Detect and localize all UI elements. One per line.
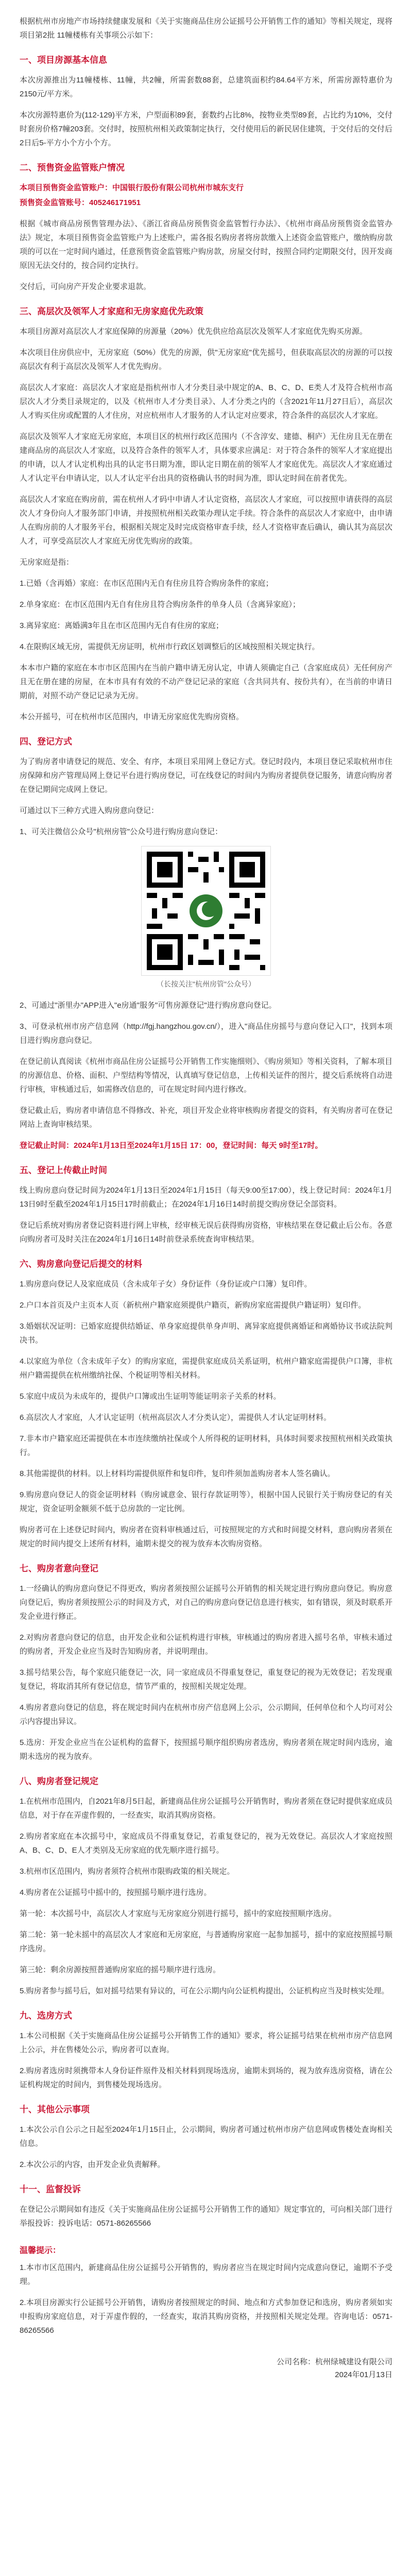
section-7-p1: 1.一经确认的购房意向登记不得更改，购房者须按照公证摇号公开销售的相关规定进行购房意向登记。购房意向登记后，购房者须按照公示的时间及方式，对自己的购房意向登记信息进行核实，如有错误，须及时联系开发企业进行修正。 [20, 1584, 392, 1621]
method-3: 3、可登录杭州市房产信息网（http://fgj.hangzhou.gov.cn/），进入"商品住房摇号与意向登记入口"，找到本项目进行购房意向登记。 [20, 1022, 392, 1045]
section-4-p5: 登记截止时间：2024年1月13日至2024年1月15日 17：00，登记时间：每天 9时至17时。 [20, 1141, 323, 1150]
company-signature: 公司名称：杭州绿城建设有限公司 [276, 2358, 392, 2366]
method-2: 2、可通过"浙里办"APP进入"e房通"服务"可售房源登记"进行购房意向登记。 [20, 1001, 277, 1010]
section-4-title: 四、登记方式 [20, 737, 72, 747]
section-8-title: 八、购房者登记规定 [20, 1776, 98, 1786]
section-6-l4: 4.以家庭为单位（含未成年子女）的购房家庭，需提供家庭成员关系证明，杭州户籍家庭需提供户口簿，非杭州户籍需提供在杭州缴纳社保、个税证明等相关材料。 [20, 1357, 392, 1380]
section-1-p1: 本次房源推出为11幢楼栋、11幢，共2幢，所需套数88套，总建筑面积约84.64平方米，所需房源特惠价为2150元/平方米。 [20, 76, 392, 98]
method-1: 1、可关注微信公众号"杭州房管"公众号进行购房意向登记： [20, 827, 222, 836]
section-2-title: 二、预售资金监管账户情况 [20, 163, 125, 173]
section-1-p2: 本次房源特惠价为(112-129)平方米，户型面积89套，套数约占比8%，按物业类型89套，占比约为10%，交付时套房价格7幢203套。交付时，按照杭州相关政策制定执行，交付使用后的新民居住建筑，于交付后的交付后2日后5-平方小个方小个方。 [20, 111, 392, 147]
section-3-p5: 高层次人才家庭在购房前，需在杭州人才码中申请人才认定资格，高层次人才家庭，可以按照申请获得的高层次人才身份向人才服务部门申请，并按照杭州相关政策办理认定手续。符合条件的高层次人才家庭中，由申请人在购房前的人才服务平台，根据相关规定及时完成资格审查手续，经人才资格审查后确认，确认其为高层次人才，可享受高层次人才家庭无房优先购房的政策。 [20, 495, 392, 546]
section-8-p2: 2.购房者家庭在本次摇号中，家庭成员不得重复登记，若重复登记的，视为无效登记。高层次人才家庭按照A、B、C、D、E人才类别及无房家庭的优先顺序进行摇号。 [20, 1832, 392, 1855]
section-6-l8: 8.其他需提供的材料。以上材料均需提供原件和复印件，复印件须加盖购房者本人签名确认。 [20, 1469, 335, 1478]
qr-container [20, 846, 392, 976]
section-2-p3: 根据《城市商品房预售管理办法》、《浙江省商品房预售资金监管暂行办法》、《杭州市商品房预售资金监管办法》规定，本项目预售资金监管账户为上述账户，需各报名购房者将房款缴入上述资金监管账户，缴纳购房款项的可以在一定时间内通过，任意预售资金监管账户购房款，房屋交付时，按照合同约定期限交付，因开发商原因无法交付的，按合同约定执行。 [20, 219, 392, 270]
section-4-p4: 登记截止后，购房者申请信息不得修改、补充，项目开发企业将审核购房者提交的资料，有关购房者可在登记网站上查询审核结果。 [20, 1106, 392, 1129]
bank-account: 预售资金监管账号：405246171951 [20, 198, 141, 207]
section-3-p7: 本本市户籍的家庭在本市市区范围内在当前户籍申请无房认定，申请人须确定自己（含家庭成员）无任何房产且无在册在建的房屋，在本市具有有效的不动产登记记录的家庭（含共同共有、按份共有），在当前的申请日期前，对照不动产登记记录为无房。 [20, 664, 392, 700]
section-6-l1: 1.购房意向登记人及家庭成员（含未成年子女）身份证件（身份证或户口簿）复印件。 [20, 1280, 312, 1289]
section-3-p4: 高层次及领军人才家庭无房家庭，本项目区的杭州行政区范围内（不含淳安、建德、桐庐）无住房且无在册在建商品房的高层次人才家庭，以及符合条件的领军人才，具体要求应满足：对于符合条件的领军人才家庭提出的申请，以人才认定机构出具的认定书日期为准，即认定日期在前的领军人才家庭优先。高层次人才家庭通过人才认定平台申请认定，以人才认定平台出具的资格确认书的时间为准，即认定时间在前者优先。 [20, 432, 392, 483]
section-7-p4: 4.购房者意向登记的信息，将在规定时间内在杭州市房产信息网上公示，公示期间，任何单位和个人均可对公示内容提出异议。 [20, 1703, 392, 1726]
qr-caption: （长按关注"杭州房管"公众号） [157, 980, 255, 988]
section-5-title: 五、登记上传截止时间 [20, 1165, 107, 1175]
section-3-p8: 本公开摇号，可在杭州市区范围内，申请无房家庭优先购房资格。 [20, 713, 244, 721]
tips-p1: 1.本市市区范围内，新建商品住房公证摇号公开销售的，购房者应当在规定时间内完成意向登记，逾期不予受理。 [20, 2263, 392, 2286]
section-9-p1: 1.本公司根据《关于实施商品住房公证摇号公开销售工作的通知》要求，将公证摇号结果在杭州市房产信息网上公示，并在售楼处公示，购房者可以查询。 [20, 2031, 392, 2054]
intro-text: 根据杭州市房地产市场持续健康发展和《关于实施商品住房公证摇号公开销售工作的通知》等相关规定，现将 项目第2批 11幢楼栋有关事项公示如下： [20, 17, 392, 40]
section-7-title: 七、购房者意向登记 [20, 1564, 98, 1573]
section-3-title: 三、高层次及领军人才家庭和无房家庭优先政策 [20, 307, 203, 316]
section-3-l3: 3.离异家庭：离婚满3年且在市区范围内无自有住房的家庭； [20, 621, 224, 630]
qr-code[interactable] [141, 846, 271, 976]
section-8-p8: 5.购房者参与摇号后，如对摇号结果有异议的，可在公示期内向公证机构提出，公证机构应当及时核实处理。 [20, 1987, 389, 1995]
section-8-p5: 第一轮：本次摇号中，高层次人才家庭与无房家庭分别进行摇号，摇中的家庭按照顺序选房。 [20, 1909, 337, 1918]
section-5-p2: 登记后系统对购房者登记资料进行网上审核，经审核无误后获得购房资格，审核结果在登记截止后公布。各意向购房者可及时关注在2024年1月16日14时前登录系统查询审核结果。 [20, 1221, 392, 1244]
section-6-l6: 6.高层次人才家庭，人才认定证明（杭州高层次人才分类认定），需提供人才认定证明材料。 [20, 1413, 332, 1422]
section-6-p1: 购房者可在上述登记时间内，购房者在资料审核通过后，可按照规定的方式和时间提交材料，意向购房者须在规定的时间内提交上述所有材料，逾期未提交的视为放弃本次购房资格。 [20, 1526, 392, 1548]
section-7-p2: 2.对购房者意向登记的信息，由开发企业和公证机构进行审核，审核通过的购房者进入摇号名单，审核未通过的购房者，开发企业应当及时告知购房者，并说明理由。 [20, 1633, 392, 1656]
tips-title: 温馨提示： [20, 2246, 61, 2255]
section-3-l2: 2.单身家庭：在市区范围内无自有住房且符合购房条件的单身人员（含离异家庭）； [20, 600, 301, 609]
section-6-l7: 7.非本市户籍家庭还需提供在本市连续缴纳社保或个人所得税的证明材料，具体时间要求按照杭州相关政策执行。 [20, 1434, 392, 1457]
section-4-p1: 为了购房者申请登记的规范、安全、有序，本项目采用网上登记方式。登记时段内，本项目登记采取杭州市住房保障和房产管理局网上登记平台进行购房登记，可在线登记的时间内为购房者提供登记服务，请意向购房者在登记期间完成网上登记。 [20, 757, 392, 794]
tips-p2: 2.本项目房源实行公证摇号公开销售，请购房者按照规定的时间、地点和方式参加登记和选房，购房者须如实申报购房家庭信息，对于弄虚作假的，一经查实，取消其购房资格，并按照相关规定处理。咨询电话：0571-86265566 [20, 2298, 392, 2335]
section-10-title: 十、其他公示事项 [20, 2105, 90, 2114]
qr-code-icon [142, 846, 270, 975]
section-8-p7: 第三轮：剩余房源按照普通购房家庭的摇号顺序进行选房。 [20, 1965, 221, 1974]
section-3-l1: 1.已婚（含再婚）家庭：在市区范围内无自有住房且符合购房条件的家庭； [20, 579, 273, 588]
section-10-p2: 2.本次公示的内容，由开发企业负责解释。 [20, 2160, 165, 2169]
section-8-p4: 4.购房者在公证摇号中摇中的，按照摇号顺序进行选房。 [20, 1888, 212, 1897]
bank-name: 本项目预售资金监管账户：中国银行股份有限公司杭州市城东支行 [20, 183, 244, 192]
section-6-title: 六、购房意向登记后提交的材料 [20, 1259, 142, 1269]
section-7-p3: 3.摇号结果公告，每个家庭只能登记一次，同一家庭成员不得重复登记，重复登记的视为无效登记；若发现重复登记，将取消其所有登记信息，情节严重的，按照相关规定处理。 [20, 1668, 392, 1691]
announcement-date: 2024年01月13日 [335, 2370, 392, 2379]
section-7-p5: 5.选房：开发企业应当在公证机构的监督下，按照摇号顺序组织购房者选房，购房者须在规定时间内选房，逾期未选房的视为放弃。 [20, 1738, 392, 1761]
section-3-p2: 本次项目住房供应中，无房家庭（50%）优先的房源，供"无房家庭"优先摇号，但获取高层次的房源的可以按高层次有利于高层次及领军人才优先购房。 [20, 348, 392, 371]
section-2-p4: 交付后，可向房产开发企业要求退款。 [20, 282, 151, 291]
section-11-title: 十一、监督投诉 [20, 2184, 81, 2194]
section-3-p3: 高层次人才家庭：高层次人才家庭是指杭州市人才分类目录中规定的A、B、C、D、E类人才及符合杭州市高层次人才分类目录规定的，以及《杭州市人才分类目录》、人才分类之内的（含2021年11月27日后），高层次人才购买住房或配置的人才住房，对应杭州市人才服务的人才认定对应要求，符合条件的高层次人才家庭。 [20, 383, 392, 420]
section-3-p6: 无房家庭是指： [20, 558, 74, 567]
section-9-title: 九、选房方式 [20, 2011, 72, 2021]
section-8-p1: 1.在杭州市范围内，自2021年8月5日起，新建商品住房公证摇号公开销售时，购房者须在登记时提供家庭成员信息，对于存在弄虚作假的，一经查实，取消其购房资格。 [20, 1797, 392, 1820]
section-4-p3: 在登记前认真阅读《杭州市商品住房公证摇号公开销售工作实施细则》、《购房须知》等相关资料，了解本项目的房源信息、价格、面积、户型结构等情况，认真填写登记信息，上传相关证件的图片，提交后系统将自动进行审核，审核通过后，如需修改信息的，可在规定时间内进行修改。 [20, 1057, 392, 1094]
section-6-l3: 3.婚姻状况证明：已婚家庭提供结婚证、单身家庭提供单身声明、离异家庭提供离婚证和离婚协议书或法院判决书。 [20, 1322, 392, 1345]
section-10-p1: 1.本次公示自公示之日起至2024年1月15日止，公示期间，购房者可通过杭州市房产信息网或售楼处查询相关信息。 [20, 2125, 392, 2148]
section-11-p1: 在登记公示期间如有违反《关于实施商品住房公证摇号公开销售工作的通知》规定事宜的，可向相关部门进行举报投诉：投诉电话：0571-86265566 [20, 2205, 392, 2228]
section-6-l2: 2.户口本首页及户主页本人页（新杭州户籍家庭须提供户籍页，新购房家庭需提供户籍证明）复印件。 [20, 1301, 366, 1310]
section-4-p2: 可通过以下三种方式进入购房意向登记： [20, 806, 159, 815]
section-6-l9: 9.购房意向登记人的资金证明材料（购房诚意金、银行存款证明等），根据中国人民银行关于购房登记的有关规定，资金证明金额须不低于总房款的一定比例。 [20, 1490, 392, 1513]
section-3-l4: 4.在限购区域无房，需提供无房证明，杭州市行政区划调整后的区域按照相关规定执行。 [20, 642, 320, 651]
section-3-p1: 本项目房源对高层次人才家庭保障的房源量（20%）优先供应给高层次及领军人才家庭优先购买房源。 [20, 327, 368, 336]
section-5-p1: 线上购房意向登记时间为2024年1月13日至2024年1月15日（每天9:00至17:00），线上登记时间：2024年1月13日9时至截至2024年1月15日17时前截止；在2024年1月16日14时前提交购房登记全部资料。 [20, 1186, 392, 1209]
section-8-p3: 3.杭州市区范围内，购房者须符合杭州市限购政策的相关规定。 [20, 1867, 235, 1876]
section-9-p2: 2.购房者选房时须携带本人身份证件原件及相关材料到现场选房，逾期未到场的，视为放弃选房资格，请在公证机构规定的时间内，到售楼处现场选房。 [20, 2066, 392, 2089]
section-6-l5: 5.家庭中成员为未成年的，提供户口簿或出生证明等能证明亲子关系的材料。 [20, 1392, 281, 1401]
section-8-p6: 第二轮：第一轮未摇中的高层次人才家庭和无房家庭，与普通购房家庭一起参加摇号，摇中的家庭按照摇号顺序选房。 [20, 1930, 392, 1953]
section-1-title: 一、项目房源基本信息 [20, 55, 107, 65]
